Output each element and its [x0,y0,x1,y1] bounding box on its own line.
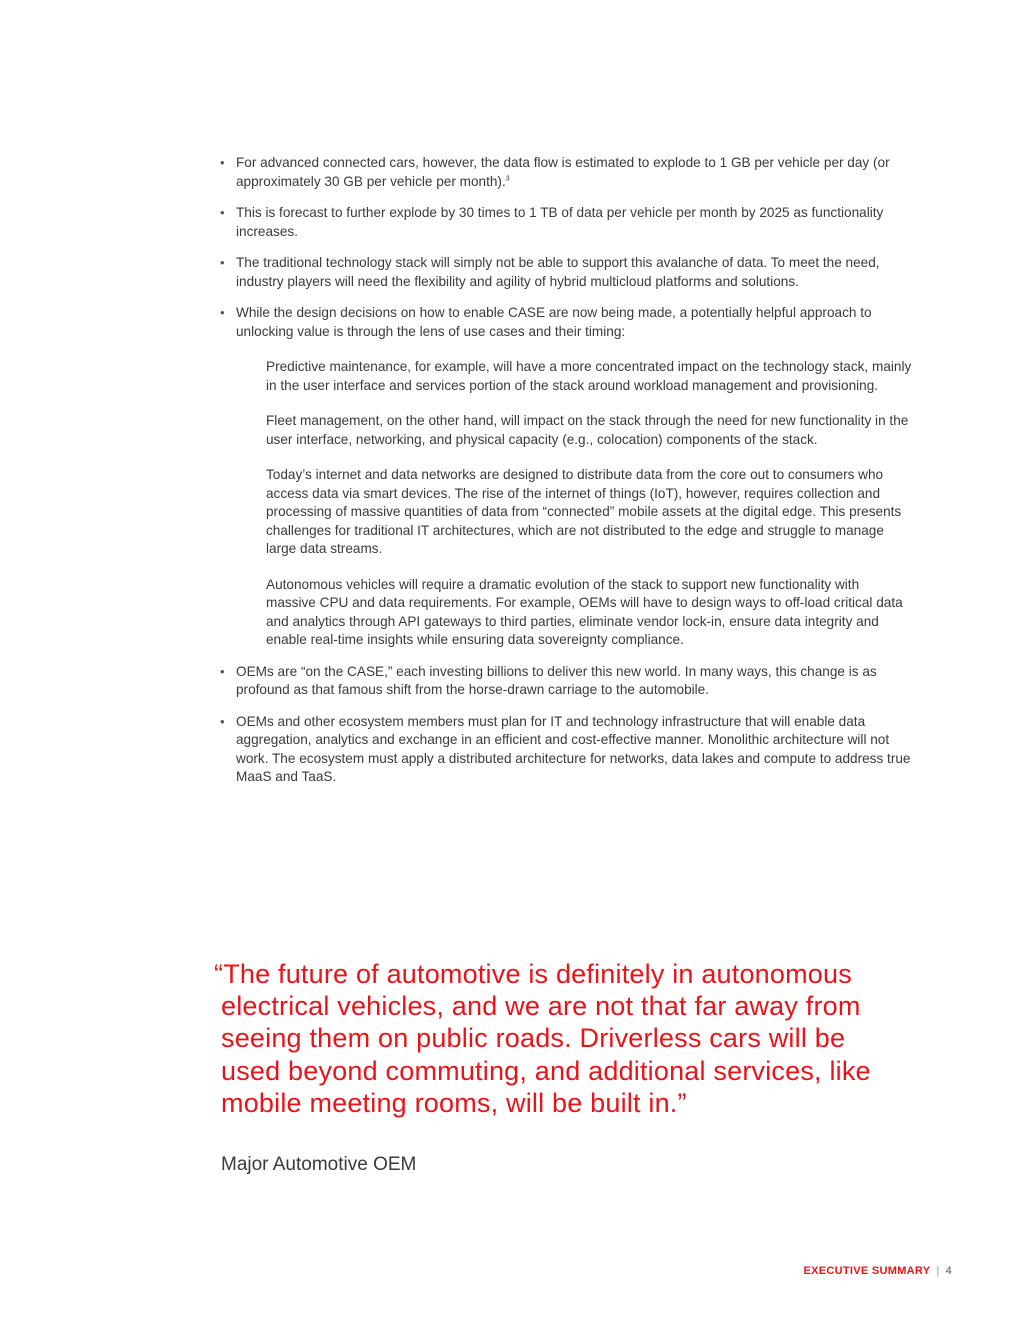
pull-quote-line: used beyond commuting, and additional services, like [221,1055,871,1086]
bullet-icon: • [220,255,225,270]
bullet-item [220,254,920,291]
body-content [220,154,920,800]
bullet-list [220,154,920,787]
bullet-icon: • [220,205,225,220]
use-case-paragraph: Fleet management, on the other hand, will impact on the stack through the need for new functionality in the user interface, networking, and physical capacity (e.g., colocation) components of the stack. [266,413,909,447]
pull-quote-line: seeing them on public roads. Driverless cars will be [221,1023,846,1054]
bullet-text: OEMs and other ecosystem members must plan for IT and technology infrastructure that will enable data aggregation, analytics and exchange in an efficient and cost-effective manner. Monolithic architecture will not work. The ecosystem must apply a distributed architecture for networks, data lakes and compute to address true MaaS and TaaS. [236,713,911,784]
quote-attribution: Major Automotive OEM [221,1154,417,1175]
page-footer [803,1265,952,1277]
bullet-text: For advanced connected cars, however, the data flow is estimated to explode to 1 GB per vehicle per day (or approximately 30 GB per vehicle per month). [236,155,890,189]
footnote-ref: 3 [505,174,510,182]
pull-quote [214,958,944,1119]
pull-quote-line: mobile meeting rooms, will be built in.” [221,1087,687,1118]
bullet-text: The traditional technology stack will simply not be able to support this avalanche of data. To meet the need, industry players will need the flexibility and agility of hybrid multicloud platforms and solutions. [236,255,880,289]
bullet-item [220,204,920,241]
footer-separator: | [936,1265,940,1277]
bullet-icon: • [220,663,225,679]
use-case-paragraph: Autonomous vehicles will require a dramatic evolution of the stack to support new functionality with massive CPU and data requirements. For example, OEMs will have to design ways to off-load critical data and analytics through API gateways to third parties, eliminate vendor lock-in, ensure data integrity and enable real-time insights while ensuring data sovereignty compliance. [266,576,903,647]
bullet-item [220,154,920,191]
footer-section-label: EXECUTIVE SUMMARY [803,1265,931,1277]
bullet-text: While the design decisions on how to enable CASE are now being made, a potentially helpful approach to unlocking value is through the lens of use cases and their timing: [236,305,872,339]
bullet-icon: • [220,155,225,170]
bullet-icon: • [220,713,225,729]
use-case-paragraph: Today’s internet and data networks are designed to distribute data from the core out to consumers who access data via smart devices. The rise of the internet of things (IoT), however, requires collection and processing of massive quantities of data from “connected” mobile assets at the digital edge. This presents challenges for traditional IT architectures, which are not distributed to the edge and struggle to manage large data streams. [266,467,902,556]
bullet-text: OEMs are “on the CASE,” each investing billions to deliver this new world. In many ways, this change is as profound as that famous shift from the horse-drawn carriage to the automobile. [236,663,877,697]
bullet-item [220,304,920,650]
pull-quote-line: “The future of automotive is definitely in autonomous [214,959,852,989]
bullet-text: This is forecast to further explode by 30 times to 1 TB of data per vehicle per month by 2025 as functionality increases. [236,205,884,239]
bullet-item [220,713,920,787]
page-number: 4 [945,1265,952,1277]
pull-quote-line: electrical vehicles, and we are not that far away from [221,991,861,1022]
bullet-item [220,663,920,700]
use-case-paragraph: Predictive maintenance, for example, will have a more concentrated impact on the technology stack, mainly in the user interface and services portion of the stack around workload management and provisioning. [266,359,912,393]
use-case-list [266,358,912,650]
bullet-icon: • [220,305,225,320]
